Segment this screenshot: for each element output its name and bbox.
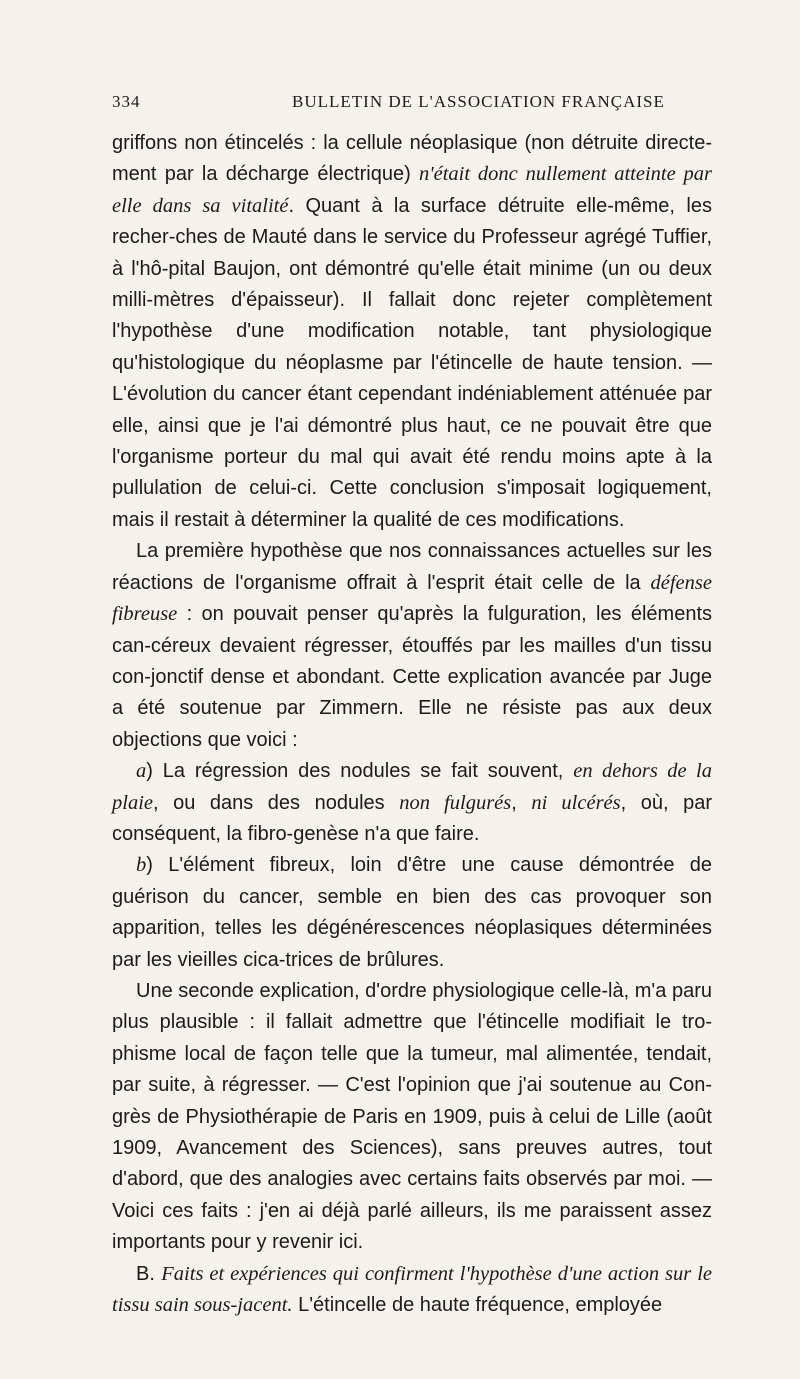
- text-segment: Une seconde explication, d'ordre physiologique celle-là, m'a paru plus plausible : il fallait admettre que l'étincelle modifiait le tro-phisme local de façon telle que la tumeur, mal alimentée, tendait, par suite, à régresser. — C'est l'opinion que j'ai soutenue au Con-grès de Physiothérapie de Paris en 1909, puis à celui de Lille (août 1909, Avancement des Sciences), sans preuves autres, tout d'abord, que des analogies avec certains faits observés par moi. — Voici ces faits : j'en ai déjà parlé ailleurs, ils me paraissent assez importants pour y revenir ici.: [112, 979, 712, 1254]
- text-segment: griffons non étincelés : la cellule néoplasique (non détruite directe-ment par la décharge électrique): [112, 132, 712, 186]
- italic-text: a: [136, 760, 147, 783]
- text-segment: L'étincelle de haute fréquence, employée: [292, 1294, 663, 1317]
- paragraph-p1: [112, 128, 712, 536]
- page-number: 334: [112, 92, 141, 111]
- italic-text: b: [136, 854, 147, 877]
- body-text: [112, 128, 712, 1321]
- running-title: BULLETIN DE L'ASSOCIATION FRANÇAISE: [292, 92, 665, 111]
- paragraph-p2: [112, 536, 712, 756]
- text-segment: B.: [136, 1262, 162, 1285]
- paragraph-p3: [112, 756, 712, 850]
- text-segment: ) La régression des nodules se fait souvent,: [146, 760, 574, 783]
- running-header: [112, 92, 700, 116]
- italic-text: ni ulcérés: [531, 791, 621, 814]
- italic-text: n'était donc nullement atteinte par elle dans sa vitalité: [112, 163, 713, 217]
- text-segment: , ou dans des nodules: [153, 791, 400, 814]
- italic-text: non fulgurés: [399, 791, 512, 814]
- text-segment: La première hypothèse que nos connaissances actuelles sur les réactions de l'organisme offrait à l'esprit était celle de la: [112, 540, 712, 594]
- text-segment: : on pouvait penser qu'après la fulguration, les éléments can-céreux devaient régresser, étouffés par les mailles d'un tissu con-jonctif dense et abondant. Cette explication avancée par Juge a été soutenue par Zimmern. Elle ne résiste pas aux deux objections que voici :: [112, 603, 712, 751]
- text-segment: ,: [511, 791, 532, 814]
- paragraph-p5: [112, 976, 712, 1259]
- italic-text: Faits et expériences qui confirment l'hypothèse d'une action sur le tissu sain sous-jacent.: [112, 1262, 713, 1317]
- paragraph-p6: [112, 1259, 712, 1322]
- italic-text: défense fibreuse: [112, 571, 712, 626]
- text-segment: . Quant à la surface détruite elle-même, les recher-ches de Mauté dans le service du Professeur agrégé Tuffier, à l'hô-pital Baujon, ont démontré qu'elle était minime (un ou deux milli-mètres d'épaisseur). Il fallait donc rejeter complètement l'hypothèse d'une modification notable, tant physiologique qu'histologique du néoplasme par l'étincelle de haute tension. — L'évolution du cancer étant cependant indéniablement atténuée par elle, ainsi que je l'ai démontré plus haut, ce ne pouvait être que l'organisme porteur du mal qui avait été rendu moins apte à la pullulation de celui-ci. Cette conclusion s'imposait logiquement, mais il restait à déterminer la qualité de ces modifications.: [112, 194, 712, 531]
- text-segment: ) L'élément fibreux, loin d'être une cause démontrée de guérison du cancer, semble en bien des cas provoquer son apparition, telles les dégénérescences néoplasiques déterminées par les vieilles cica-trices de brûlures.: [112, 854, 712, 971]
- italic-text: en dehors de la plaie: [112, 760, 713, 814]
- paragraph-p4: [112, 850, 712, 976]
- text-segment: , où, par conséquent, la fibro-genèse n'a que faire.: [112, 791, 712, 845]
